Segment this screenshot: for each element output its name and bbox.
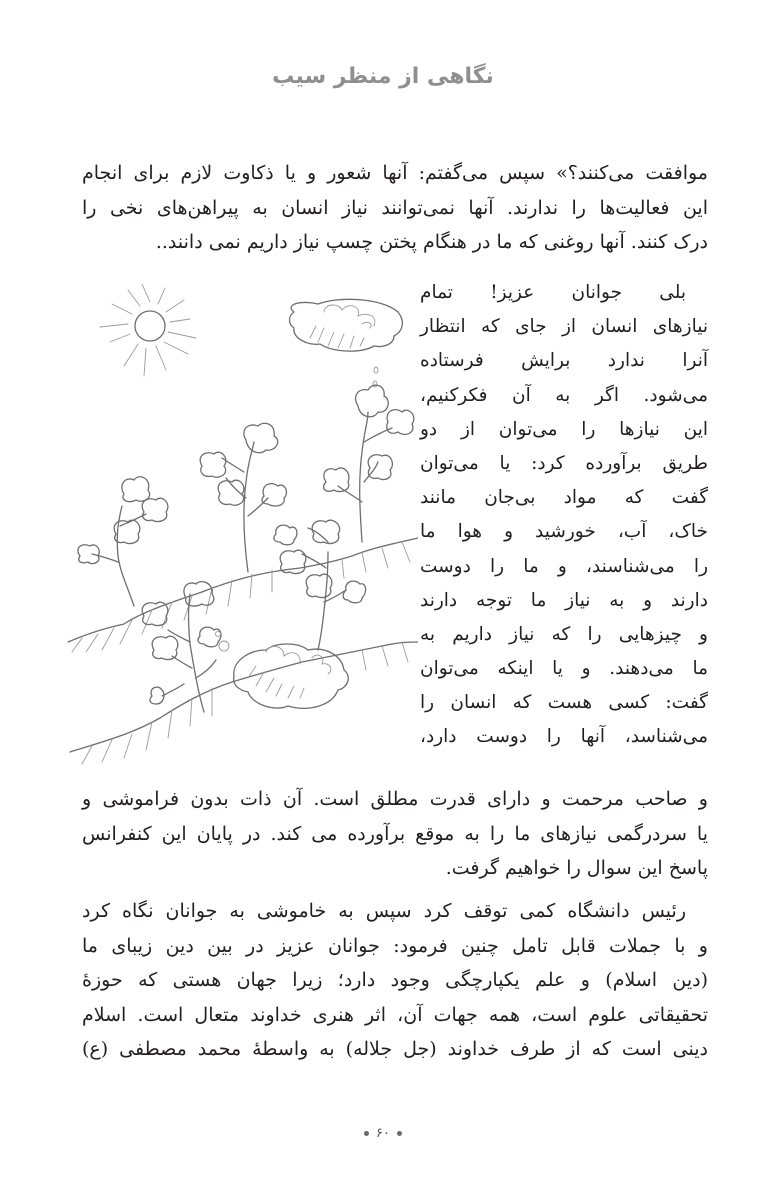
bullet-dot-icon <box>397 1131 402 1136</box>
bullet-dot-icon <box>364 1131 369 1136</box>
sun-icon <box>100 284 196 376</box>
page-number <box>0 1126 766 1141</box>
text-line: تحقیقاتی علوم است، همه جهات آن، اثر هنری خداوند متعال است. اسلام <box>82 1003 708 1026</box>
paragraph-3 <box>82 782 708 886</box>
text-line: پاسخ این سوال را خواهیم گرفت. <box>445 857 708 879</box>
cotton-plants-illustration <box>62 272 418 772</box>
text-line: این فعالیت‌ها را ندارند. آنها نمی‌توانند نیاز انسان به پیراهن‌های نخی را <box>82 196 708 219</box>
text-line: و صاحب مرحمت و دارای قدرت مطلق است. آن ذات بدون فراموشی و <box>82 788 708 810</box>
text-line: رئیس دانشگاه کمی توقف کرد سپس به خاموشی به جوانان نگاه کرد <box>82 900 686 922</box>
text-line: و با جملات قابل تامل چنین فرمود: جوانان عزیز در بین دین زیبای ما <box>82 934 708 957</box>
text-line: آنرا ندارد برایش فرستاده <box>420 350 708 372</box>
text-line: موافقت می‌کنند؟» سپس می‌گفتم: آنها شعور و یا ذکاوت لازم برای انجام <box>82 162 708 184</box>
text-line: درک کنند. آنها روغنی که ما در هنگام پختن چسپ نیاز داریم نمی دانند.. <box>155 231 708 253</box>
paragraph-1 <box>82 156 708 260</box>
text-line: دارند و به نیاز ما توجه دارند <box>420 589 708 611</box>
text-line: و چیزهایی را که نیاز داریم به <box>420 623 708 645</box>
cotton-plant-icon <box>78 385 414 712</box>
text-line: ما می‌دهند. و یا اینکه می‌توان <box>420 658 708 680</box>
text-line: را می‌شناسند، و ما را دوست <box>420 555 708 577</box>
cloud-icon <box>216 632 349 709</box>
text-line: بلی جوانان عزیز! تمام <box>420 282 686 303</box>
text-line: این نیازها را می‌توان از دو <box>420 418 708 440</box>
text-line: (دین اسلام) و علم یکپارچگی وجود دارد؛ زیرا جهان هستی که حوزهٔ <box>82 969 708 991</box>
paragraph-4 <box>82 894 708 1067</box>
text-line: یا سردرگمی نیازهای ما را به موقع برآورده می کند. در پایان این کنفرانس <box>82 822 708 845</box>
hills <box>68 538 418 764</box>
text-line: گفت: کسی هست که انسان را <box>420 692 708 714</box>
text-line: می‌شناسد، آنها را دوست دارد، <box>420 726 708 748</box>
text-line: گفت که مواد بی‌جان مانند <box>420 487 708 509</box>
page-number-text: ۶۰ <box>376 1126 390 1141</box>
text-line: خاک، آب، خورشید و هوا ما <box>420 521 708 543</box>
text-line: نیازهای انسان از جای که انتظار <box>420 316 708 338</box>
text-line: دینی است که از طرف خداوند (جل جلاله) به واسطهٔ محمد مصطفی (ع) <box>82 1038 708 1060</box>
rain-cloud-icon <box>290 299 403 387</box>
running-head-title: نگاهی از منظر سیب <box>272 64 494 89</box>
text-line: طریق برآورده کرد: یا می‌توان <box>420 452 708 474</box>
text-line: می‌شود. اگر به آن فکرکنیم، <box>420 384 708 406</box>
paragraph-2-wrapped <box>420 276 708 755</box>
